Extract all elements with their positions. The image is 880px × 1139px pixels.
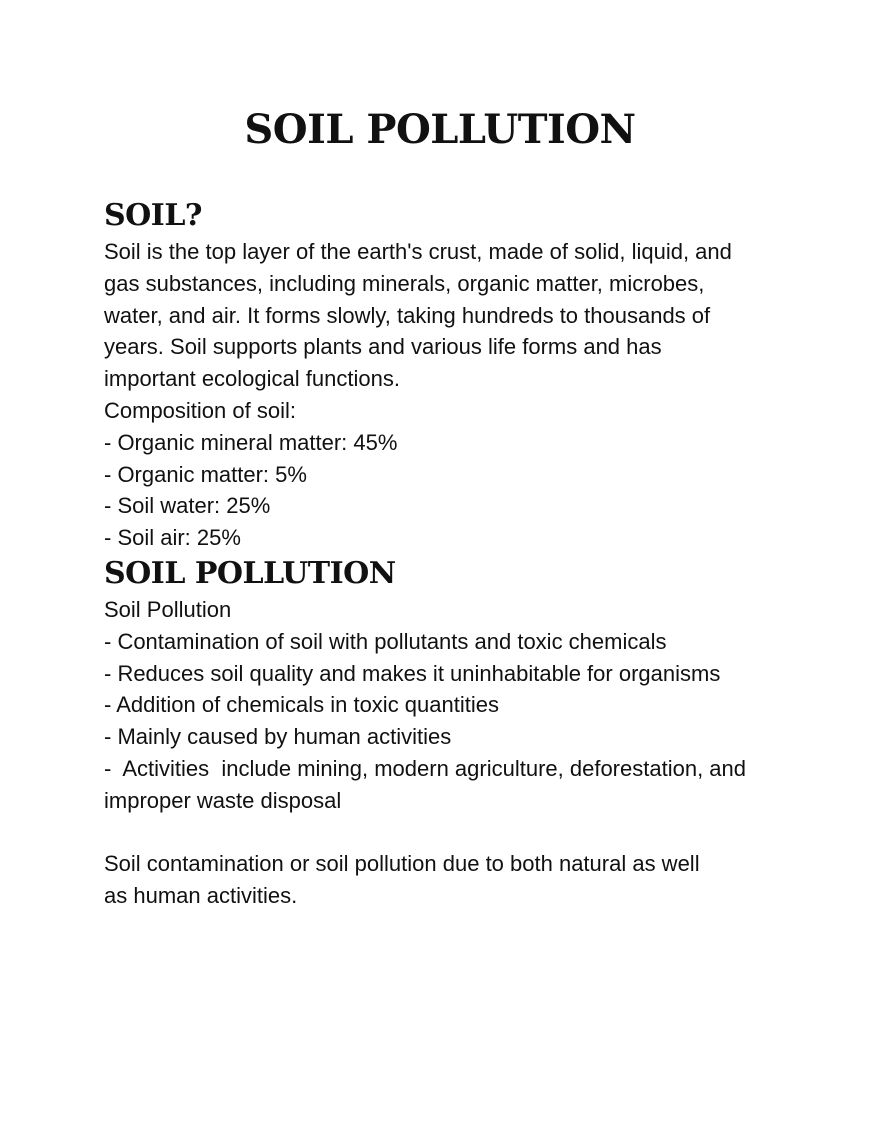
composition-label: Composition of soil:: [104, 397, 296, 423]
pollution-point: - Addition of chemicals in toxic quantities: [104, 692, 499, 718]
document-body: [104, 196, 794, 912]
closing-statement-line: as human activities.: [104, 883, 298, 909]
section-soil-body: [104, 236, 794, 554]
soil-definition-line: water, and air. It forms slowly, taking hundreds to thousands of: [104, 302, 711, 328]
soil-definition-line: gas substances, including minerals, organic matter, microbes,: [104, 270, 705, 296]
section-soil-pollution-body: [104, 594, 794, 912]
composition-item: - Soil air: 25%: [104, 525, 241, 551]
closing-statement-line: Soil contamination or soil pollution due to both natural as well: [104, 851, 700, 877]
pollution-point: - Contamination of soil with pollutants and toxic chemicals: [104, 628, 667, 654]
paragraph-spacer: [104, 817, 794, 849]
pollution-point: - Mainly caused by human activities: [104, 724, 452, 750]
section-heading-soil-pollution: SOIL POLLUTION: [104, 555, 396, 591]
pollution-point-continuation: improper waste disposal: [104, 787, 342, 813]
section-heading-soil: SOIL?: [104, 198, 203, 233]
pollution-point: - Activities include mining, modern agriculture, deforestation, and: [104, 755, 746, 781]
soil-definition-line: important ecological functions.: [104, 366, 400, 392]
composition-item: - Soil water: 25%: [104, 493, 271, 519]
composition-item: - Organic matter: 5%: [104, 461, 307, 487]
soil-definition-line: years. Soil supports plants and various life forms and has: [104, 334, 662, 360]
pollution-subtitle: Soil Pollution: [104, 596, 232, 622]
pollution-point: - Reduces soil quality and makes it uninhabitable for organisms: [104, 660, 721, 686]
document-title: SOIL POLLUTION: [244, 106, 636, 153]
composition-item: - Organic mineral matter: 45%: [104, 429, 398, 455]
soil-definition-line: Soil is the top layer of the earth's crust, made of solid, liquid, and: [104, 239, 732, 264]
